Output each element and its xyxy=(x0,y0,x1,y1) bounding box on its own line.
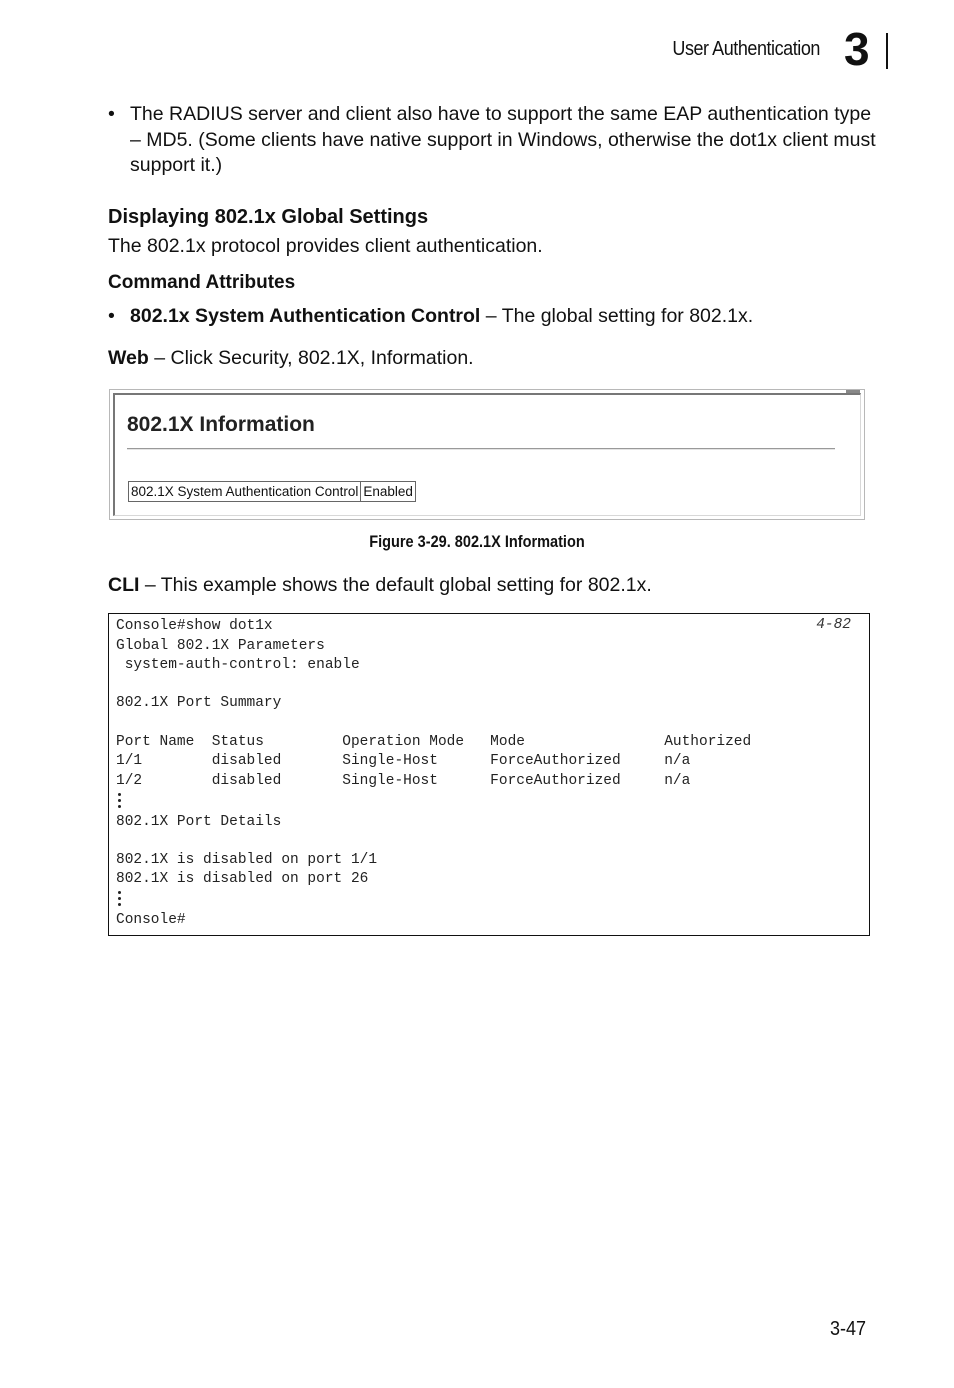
bullet-icon: • xyxy=(108,305,115,327)
section-heading: Displaying 802.1x Global Settings xyxy=(108,206,429,228)
web-desc: – Click Security, 802.1X, Information. xyxy=(148,347,474,369)
console-line: 802.1X is disabled on port 1/1 xyxy=(116,852,378,868)
running-header-title: User Authentication xyxy=(672,38,820,60)
bullet-icon: • xyxy=(108,103,115,125)
figure-panel-title: 802.1X Information xyxy=(127,413,315,436)
field-label: 802.1X System Authentication Control xyxy=(129,482,361,502)
chapter-rule xyxy=(886,33,888,69)
cli-instruction xyxy=(108,573,652,599)
attribute-name: 802.1x System Authentication Control xyxy=(130,305,481,327)
field-value: Enabled xyxy=(361,482,416,502)
console-line: system-auth-control: enable xyxy=(116,657,360,673)
figure-screenshot xyxy=(109,389,865,520)
web-label: Web xyxy=(108,347,149,369)
console-line: 1/2 disabled Single-Host ForceAuthorized n/a xyxy=(116,773,691,789)
intro-bullet-text: The RADIUS server and client also have to support the same EAP authentication type – MD5. (Some clients have native support in Windows, otherwise the dot1x client must support it.) xyxy=(130,103,876,176)
console-line: Port Name Status Operation Mode Mode Authorized xyxy=(116,734,752,750)
console-line: 802.1X Port Details xyxy=(116,814,282,830)
figure-caption: Figure 3-29. 802.1X Information xyxy=(369,533,585,551)
chapter-number: 3 xyxy=(844,23,870,75)
console-line: Console# xyxy=(116,912,186,928)
attribute-desc: – The global setting for 802.1x. xyxy=(480,305,754,327)
console-line: 802.1X is disabled on port 26 xyxy=(116,871,369,887)
section-description: The 802.1x protocol provides client authentication. xyxy=(108,235,543,257)
ellipsis-icon xyxy=(118,891,121,909)
settings-table xyxy=(128,481,416,502)
figure-title-divider xyxy=(127,448,835,450)
figure-panel xyxy=(113,393,861,516)
console-output xyxy=(108,613,870,936)
page-number: 3-47 xyxy=(829,1318,866,1340)
console-line: Global 802.1X Parameters xyxy=(116,638,325,654)
attribute-bullet xyxy=(108,304,888,330)
command-reference: 4-82 xyxy=(816,617,851,633)
cli-label: CLI xyxy=(108,574,140,596)
console-line: 1/1 disabled Single-Host ForceAuthorized n/a xyxy=(116,753,691,769)
cli-desc: – This example shows the default global setting for 802.1x. xyxy=(139,574,652,596)
attributes-heading: Command Attributes xyxy=(108,272,296,293)
web-instruction xyxy=(108,346,474,372)
ellipsis-icon xyxy=(118,793,121,811)
console-line: 802.1X Port Summary xyxy=(116,695,282,711)
console-line: Console#show dot1x xyxy=(116,618,273,634)
table-row xyxy=(129,482,416,502)
intro-bullet xyxy=(108,102,878,179)
